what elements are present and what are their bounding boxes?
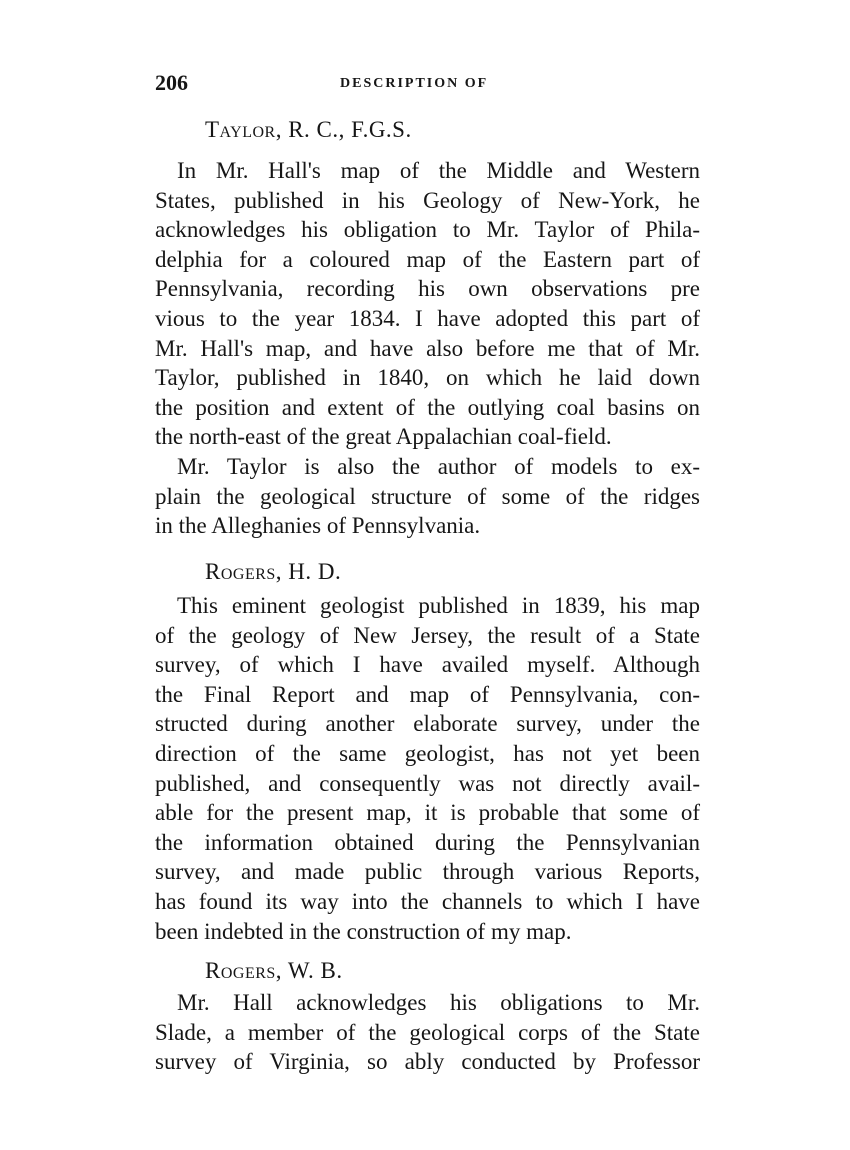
text-line: Mr. Taylor is also the author of models to ex- bbox=[177, 454, 700, 479]
text-line: survey, and made public through various Reports, bbox=[155, 859, 700, 885]
entry-heading-taylor: Taylor, R. C., F.G.S. bbox=[205, 117, 412, 142]
text-line: the information obtained during the Pennsylvanian bbox=[155, 829, 700, 855]
text-line: Mr. Hall acknowledges his obligations to Mr. bbox=[177, 990, 700, 1015]
text-line: has found its way into the channels to which I have bbox=[155, 888, 700, 914]
text-line: In Mr. Hall's map of the Middle and Western bbox=[177, 158, 700, 183]
running-title: DESCRIPTION OF bbox=[340, 76, 489, 91]
text-line: published, and consequently was not directly avail- bbox=[155, 770, 700, 796]
text-line: acknowledges his obligation to Mr. Taylor of Phila- bbox=[155, 217, 700, 243]
text-line: Slade, a member of the geological corps of the State bbox=[155, 1019, 700, 1045]
running-head bbox=[155, 70, 700, 100]
text-line: Taylor, published in 1840, on which he laid down bbox=[155, 365, 700, 391]
text-line: delphia for a coloured map of the Eastern part of bbox=[155, 246, 700, 272]
text-line: Mr. Hall's map, and have also before me that of Mr. bbox=[155, 335, 700, 361]
paragraph-rogers-wb bbox=[155, 988, 700, 1077]
text-line: direction of the same geologist, has not yet been bbox=[155, 740, 700, 766]
entry-heading-rogers-hd: Rogers, H. D. bbox=[205, 559, 342, 584]
text-line: structed during another elaborate survey, under the bbox=[155, 711, 700, 737]
text-line: the position and extent of the outlying coal basins on bbox=[155, 394, 700, 420]
text-line: of the geology of New Jersey, the result of a State bbox=[155, 622, 700, 648]
entry-heading-rogers-wb: Rogers, W. B. bbox=[205, 958, 343, 983]
paragraph-taylor-2 bbox=[155, 452, 700, 541]
text-line: the Final Report and map of Pennsylvania, con- bbox=[155, 681, 700, 707]
text-line: able for the present map, it is probable that some of bbox=[155, 800, 700, 826]
text-line: This eminent geologist published in 1839, his map bbox=[177, 593, 700, 618]
page-number: 206 bbox=[155, 70, 188, 95]
text-line: been indebted in the construction of my map. bbox=[155, 918, 572, 944]
paragraph-rogers-hd bbox=[155, 591, 700, 946]
text-line: vious to the year 1834. I have adopted this part of bbox=[155, 305, 700, 331]
text-line: Pennsylvania, recording his own observations pre bbox=[155, 276, 700, 302]
text-line: States, published in his Geology of New-York, he bbox=[155, 187, 700, 213]
paragraph-taylor-1 bbox=[155, 156, 700, 452]
text-line: plain the geological structure of some of the ridges bbox=[155, 483, 700, 509]
text-line: survey, of which I have availed myself. Although bbox=[155, 652, 700, 678]
text-line: in the Alleghanies of Pennsylvania. bbox=[155, 513, 481, 539]
text-line: survey of Virginia, so ably conducted by Professor bbox=[155, 1049, 700, 1075]
text-line: the north-east of the great Appalachian coal-field. bbox=[155, 424, 612, 450]
